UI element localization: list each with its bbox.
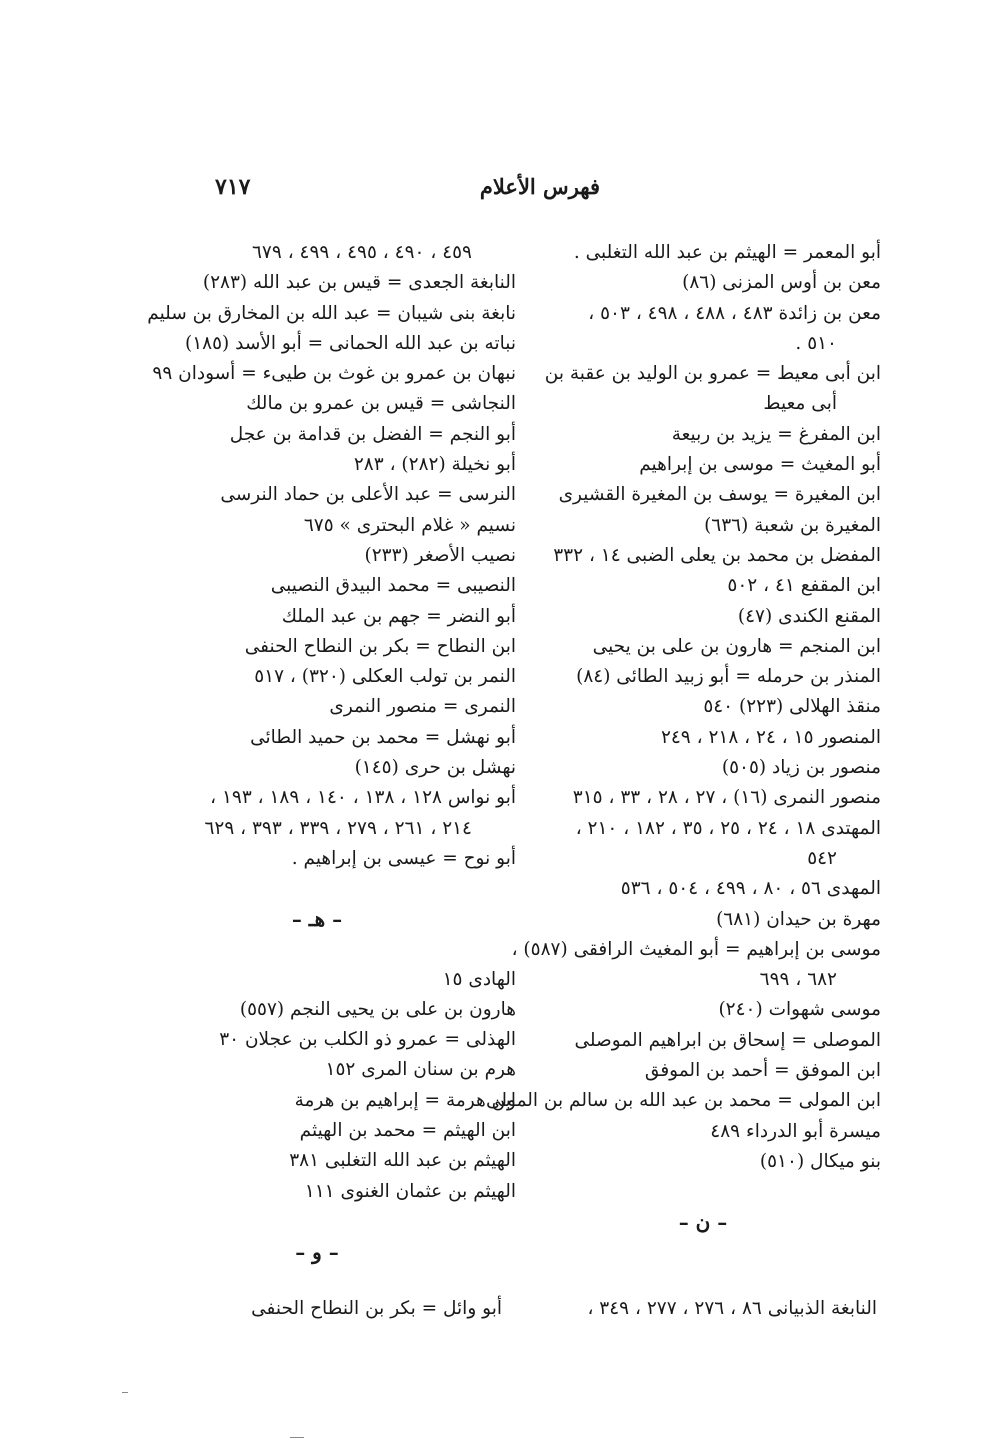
- page-number: ٧١٧: [215, 174, 251, 200]
- section-letter-nun: – ن –: [678, 1210, 728, 1235]
- index-entry: نصيب الأصغر (٢٣٣): [364, 544, 516, 566]
- index-entry: ٢١٤ ، ٢٦١ ، ٢٧٩ ، ٣٣٩ ، ٣٩٣ ، ٦٢٩: [204, 817, 472, 839]
- index-entry: ابن هرمة = إبراهيم بن هرمة: [294, 1089, 516, 1111]
- index-entry: منقذ الهلالى (٢٢٣) ٥٤٠: [703, 696, 881, 718]
- index-entry: ابن المنجم = هارون بن على بن يحيى: [592, 635, 881, 657]
- index-entry: النصيبى = محمد البيدق النصيبى: [270, 575, 516, 597]
- index-entry: أبى معيط: [763, 393, 837, 415]
- index-column-left: [147, 238, 516, 1267]
- index-entry: موسى شهوات (٢٤٠): [718, 999, 881, 1021]
- index-entry: ابن الموفق = أحمد بن الموفق: [644, 1060, 881, 1082]
- index-entry: ابن أبى معيط = عمرو بن الوليد بن عقبة بن: [544, 363, 881, 385]
- spacer: [178, 935, 516, 965]
- index-entry: المنذر بن حرمله = أبو زبيد الطائى (٨٤): [576, 666, 881, 688]
- index-entry: ابن المقفع ٤١ ، ٥٠٢: [727, 575, 881, 597]
- index-entry: معن بن أوس المزنى (٨٦): [682, 272, 881, 294]
- index-entry: أبو المغيث = موسى بن إبراهيم: [639, 454, 881, 476]
- index-entry: نبهان بن عمرو بن غوث بن طيىء = أسودان ٩٩: [152, 363, 516, 385]
- index-entry: الهذلى = عمرو ذو الكلب بن عجلان ٣٠: [219, 1029, 516, 1051]
- index-entry: ابن المغيرة = يوسف بن المغيرة القشيرى: [558, 484, 881, 506]
- page-edge-mark: [290, 1437, 304, 1438]
- index-entry: الهيثم بن عبد الله التغلبى ٣٨١: [289, 1150, 516, 1172]
- index-entry: المنصور ١٥ ، ٢٤ ، ٢١٨ ، ٢٤٩: [660, 726, 881, 748]
- index-entry: ٦٨٢ ، ٦٩٩: [759, 969, 837, 991]
- index-entry: ميسرة أبو الدرداء ٤٨٩: [710, 1120, 881, 1142]
- index-entry: المهدى ٥٦ ، ٨٠ ، ٤٩٩ ، ٥٠٤ ، ٥٣٦: [620, 878, 881, 900]
- index-entry: نباته بن عبد الله الحمانى = أبو الأسد (١٨٥): [185, 332, 516, 354]
- index-entry: ٤٥٩ ، ٤٩٠ ، ٤٩٥ ، ٤٩٩ ، ٦٧٩: [252, 242, 472, 263]
- index-entry: أبو النجم = الفضل بن قدامة بن عجل: [229, 423, 516, 445]
- index-entry: ٥١٠ .: [795, 332, 837, 354]
- index-entry: نابغة بنى شيبان = عبد الله بن المخارق بن سليم: [147, 302, 516, 324]
- index-entry: ابن المولى = محمد بن عبد الله بن سالم بن المولى: [485, 1090, 881, 1112]
- index-entry: أبو المعمر = الهيثم بن عبد الله التغلبى .: [573, 242, 881, 263]
- index-entry: منصور النمرى (١٦) ، ٢٧ ، ٢٨ ، ٣٣ ، ٣١٥: [572, 787, 881, 809]
- index-entry: ابن الهيثم = محمد بن الهيثم: [299, 1120, 516, 1142]
- index-entry: الهيثم بن عثمان الغنوى ١١١: [304, 1180, 516, 1202]
- page-title: فهرس الأعلام: [479, 174, 600, 199]
- index-entry: الموصلى = إسحاق بن ابراهيم الموصلى: [574, 1029, 881, 1051]
- index-entry: المفضل بن محمد بن يعلى الضبى ١٤ ، ٣٣٢: [553, 544, 881, 566]
- index-entry: نهشل بن حرى (١٤٥): [354, 757, 516, 779]
- index-entry: المقنع الكندى (٤٧): [737, 605, 881, 627]
- index-entry: هرم بن سنان المرى ١٥٢: [325, 1059, 516, 1081]
- index-entry: النرسى = عبد الأعلى بن حماد النرسى: [220, 484, 516, 506]
- page-edge-mark: [122, 1392, 128, 1393]
- index-entry: النمر بن تولب العكلى (٣٢٠) ، ٥١٧: [254, 666, 516, 688]
- index-entry: الهادى ١٥: [442, 968, 516, 990]
- index-entry: بنو ميكال (٥١٠): [759, 1150, 881, 1172]
- spacer: [178, 874, 516, 904]
- section-letter-ha: – هـ –: [291, 907, 343, 932]
- index-entry-abu-wail: أبو وائل = بكر بن النطاح الحنفى: [251, 1298, 502, 1319]
- index-entry: النابغة الجعدى = قيس بن عبد الله (٢٨٣): [202, 272, 516, 294]
- index-entry: أبو النضر = جهم بن عبد الملك: [281, 605, 516, 627]
- index-entry: المهتدى ١٨ ، ٢٤ ، ٢٥ ، ٣٥ ، ١٨٢ ، ٢١٠ ،: [575, 817, 881, 839]
- index-entry: ابن المفرغ = يزيد بن ربيعة: [671, 423, 881, 445]
- spacer: [545, 1177, 881, 1207]
- index-entry: المغيرة بن شعبة (٦٣٦): [704, 514, 881, 536]
- index-entry: هارون بن على بن يحيى النجم (٥٥٧): [239, 998, 516, 1020]
- index-entry: أبو نخيلة (٢٨٢) ، ٢٨٣: [353, 454, 516, 476]
- index-entry: مهرة بن حيدان (٦٨١): [716, 908, 881, 930]
- section-letter-waw: – و –: [295, 1239, 339, 1264]
- index-entry: أبو نوح = عيسى بن إبراهيم .: [291, 847, 516, 869]
- index-entry: النمرى = منصور النمرى: [329, 696, 516, 718]
- index-entry: النجاشى = قيس بن عمرو بن مالك: [246, 393, 516, 415]
- index-entry: أبو نهشل = محمد بن حميد الطائى: [250, 726, 516, 748]
- index-entry: منصور بن زياد (٥٠٥): [721, 757, 881, 779]
- index-entry: معن بن زائدة ٤٨٣ ، ٤٨٨ ، ٤٩٨ ، ٥٠٣ ،: [588, 302, 881, 324]
- index-entry: أبو نواس ١٢٨ ، ١٣٨ ، ١٤٠ ، ١٨٩ ، ١٩٣ ،: [210, 787, 516, 809]
- index-entry: ٥٤٢: [807, 847, 837, 869]
- spacer: [178, 1207, 516, 1237]
- index-entry: نسيم « غلام البحترى » ٦٧٥: [303, 514, 516, 536]
- index-entry: موسى بن إبراهيم = أبو المغيث الرافقى (٥٨٧) ،: [511, 938, 881, 960]
- index-entry: ابن النطاح = بكر بن النطاح الحنفى: [244, 635, 516, 657]
- index-column-right: [485, 238, 881, 1238]
- index-entry-nabigha-dhubyani: النابغة الذبيانى ٨٦ ، ٢٧٦ ، ٢٧٧ ، ٣٤٩ ،: [587, 1298, 877, 1319]
